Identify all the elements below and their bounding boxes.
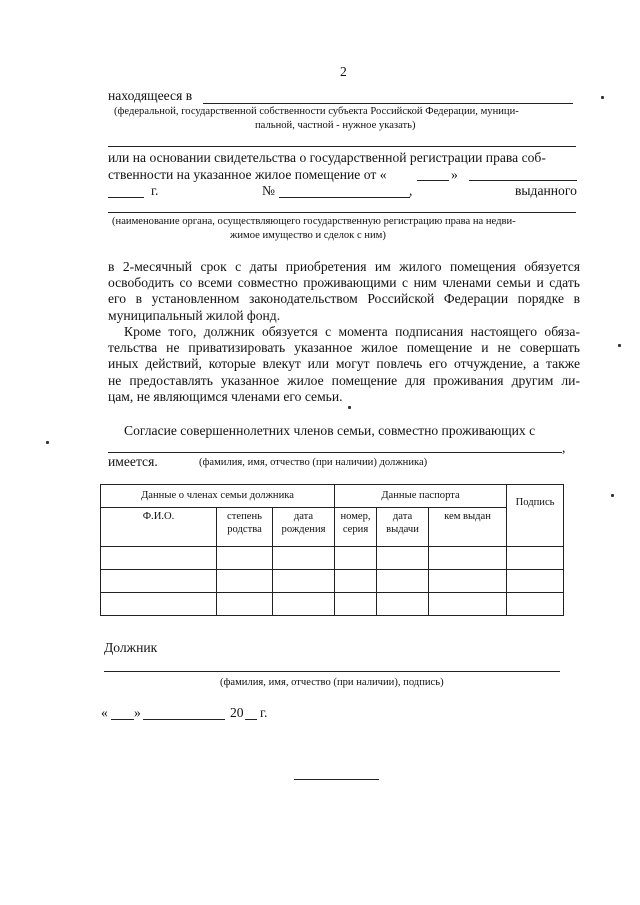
- page-number: 2: [340, 64, 347, 79]
- consent-text: Согласие совершеннолетних членов семьи, совместно проживающих с: [124, 423, 536, 438]
- header-fio: Ф.И.О.: [101, 508, 217, 547]
- paragraph-2-line: цам, не являющимся членами его семьи.: [108, 388, 343, 404]
- certificate-issued-label: выданного: [515, 183, 577, 198]
- cell-relation[interactable]: [217, 593, 273, 616]
- scan-speck: [601, 96, 604, 99]
- certificate-number-sign: №: [262, 183, 275, 198]
- ownership-note-line-1: (федеральной, государственной собственности субъекта Российской Федерации, муници-: [114, 106, 519, 117]
- scan-speck: [46, 441, 49, 444]
- ownership-blank-line: [108, 146, 576, 147]
- certificate-line-1: или на основании свидетельства о государственной регистрации права соб-: [108, 150, 546, 165]
- cell-birth-date[interactable]: [273, 547, 335, 570]
- consent-blank-line: [108, 452, 562, 453]
- cell-passport-number[interactable]: [335, 593, 377, 616]
- date-open-quote: «: [101, 705, 108, 720]
- header-passport-data: Данные паспорта: [335, 485, 507, 508]
- paragraph-2-line: тельства не приватизировать указанное жилое помещение и не совершать: [108, 340, 580, 356]
- cell-fio[interactable]: [101, 593, 217, 616]
- authority-note-line-2: жимое имущество и сделок с ним): [230, 230, 386, 241]
- debtor-signature-line: [104, 671, 560, 672]
- date-year-blank: [245, 719, 257, 720]
- date-month-blank: [143, 719, 225, 720]
- cell-signature[interactable]: [507, 570, 564, 593]
- cell-passport-number[interactable]: [335, 570, 377, 593]
- cell-signature[interactable]: [507, 547, 564, 570]
- table-row: [101, 593, 564, 616]
- cell-passport-number[interactable]: [335, 547, 377, 570]
- ownership-note-line-2: пальной, частной - нужное указать): [255, 120, 416, 131]
- obligation-paragraph: [108, 259, 580, 324]
- authority-note-line-1: (наименование органа, осуществляющего государственную регистрацию права на недви-: [112, 216, 516, 227]
- certificate-month-blank: [469, 180, 577, 181]
- table-row: [101, 547, 564, 570]
- scan-speck: [611, 494, 614, 497]
- cell-birth-date[interactable]: [273, 570, 335, 593]
- cell-signature[interactable]: [507, 593, 564, 616]
- cell-relation[interactable]: [217, 570, 273, 593]
- located-in-label: находящееся в: [108, 88, 193, 103]
- cell-issue-date[interactable]: [377, 570, 429, 593]
- date-day-blank: [111, 719, 134, 720]
- header-relation: степень родства: [217, 508, 273, 547]
- scan-speck: [618, 344, 621, 347]
- certificate-day-blank: [417, 180, 449, 181]
- paragraph-1-line: освободить со всеми совместно проживающими с ним членами семьи и сдать: [108, 275, 580, 291]
- paragraph-1-line: в 2-месячный срок с даты приобретения им жилого помещения обязуется: [108, 259, 580, 274]
- closing-separator-line: [294, 779, 379, 780]
- certificate-year-label: г.: [151, 183, 159, 198]
- paragraph-1-line: муниципальный жилой фонд.: [108, 307, 281, 323]
- certificate-close-quote: »: [451, 167, 458, 182]
- paragraph-2-line: Кроме того, должник обязуется с момента подписания настоящего обяза-: [124, 324, 580, 339]
- cell-issued-by[interactable]: [429, 570, 507, 593]
- cell-fio[interactable]: [101, 570, 217, 593]
- cell-issue-date[interactable]: [377, 547, 429, 570]
- date-century: 20: [230, 705, 244, 720]
- cell-fio[interactable]: [101, 547, 217, 570]
- debtor-signature-note: (фамилия, имя, отчество (при наличии), подпись): [220, 677, 444, 688]
- consent-trailing-comma: ,: [562, 440, 566, 455]
- header-birth-date: дата рождения: [273, 508, 335, 547]
- certificate-year-blank: [108, 197, 144, 198]
- cell-issue-date[interactable]: [377, 593, 429, 616]
- location-blank-line: [203, 103, 573, 104]
- consent-debtor-name-note: (фамилия, имя, отчество (при наличии) должника): [199, 457, 428, 468]
- certificate-number-blank: [279, 197, 410, 198]
- paragraph-2-line: не предоставлять указанное жилое помещение для проживания другим ли-: [108, 372, 580, 388]
- scan-speck: [348, 406, 351, 409]
- debtor-label: Должник: [104, 640, 158, 655]
- cell-relation[interactable]: [217, 547, 273, 570]
- authority-blank-line: [108, 212, 576, 213]
- paragraph-2-line: иных действий, которые влекут или могут повлечь его отчуждение, а также: [108, 356, 580, 372]
- cell-issued-by[interactable]: [429, 547, 507, 570]
- privatization-paragraph: [108, 324, 580, 405]
- cell-issued-by[interactable]: [429, 593, 507, 616]
- cell-birth-date[interactable]: [273, 593, 335, 616]
- certificate-line-2: ственности на указанное жилое помещение от «: [108, 167, 387, 182]
- header-signature: Подпись: [507, 485, 564, 547]
- header-issue-date: дата выдачи: [377, 508, 429, 547]
- table-row: [101, 570, 564, 593]
- date-year-suffix: г.: [260, 705, 268, 720]
- header-issued-by: кем выдан: [429, 508, 507, 547]
- header-passport-number: номер, серия: [335, 508, 377, 547]
- paragraph-1-line: его в установленном законодательством Российской Федерации порядке в: [108, 291, 580, 307]
- family-members-table: [100, 484, 564, 616]
- certificate-number-comma: ,: [409, 183, 413, 198]
- header-family-data: Данные о членах семьи должника: [101, 485, 335, 508]
- date-close-quote: »: [134, 705, 141, 720]
- consent-has-label: имеется.: [108, 454, 158, 469]
